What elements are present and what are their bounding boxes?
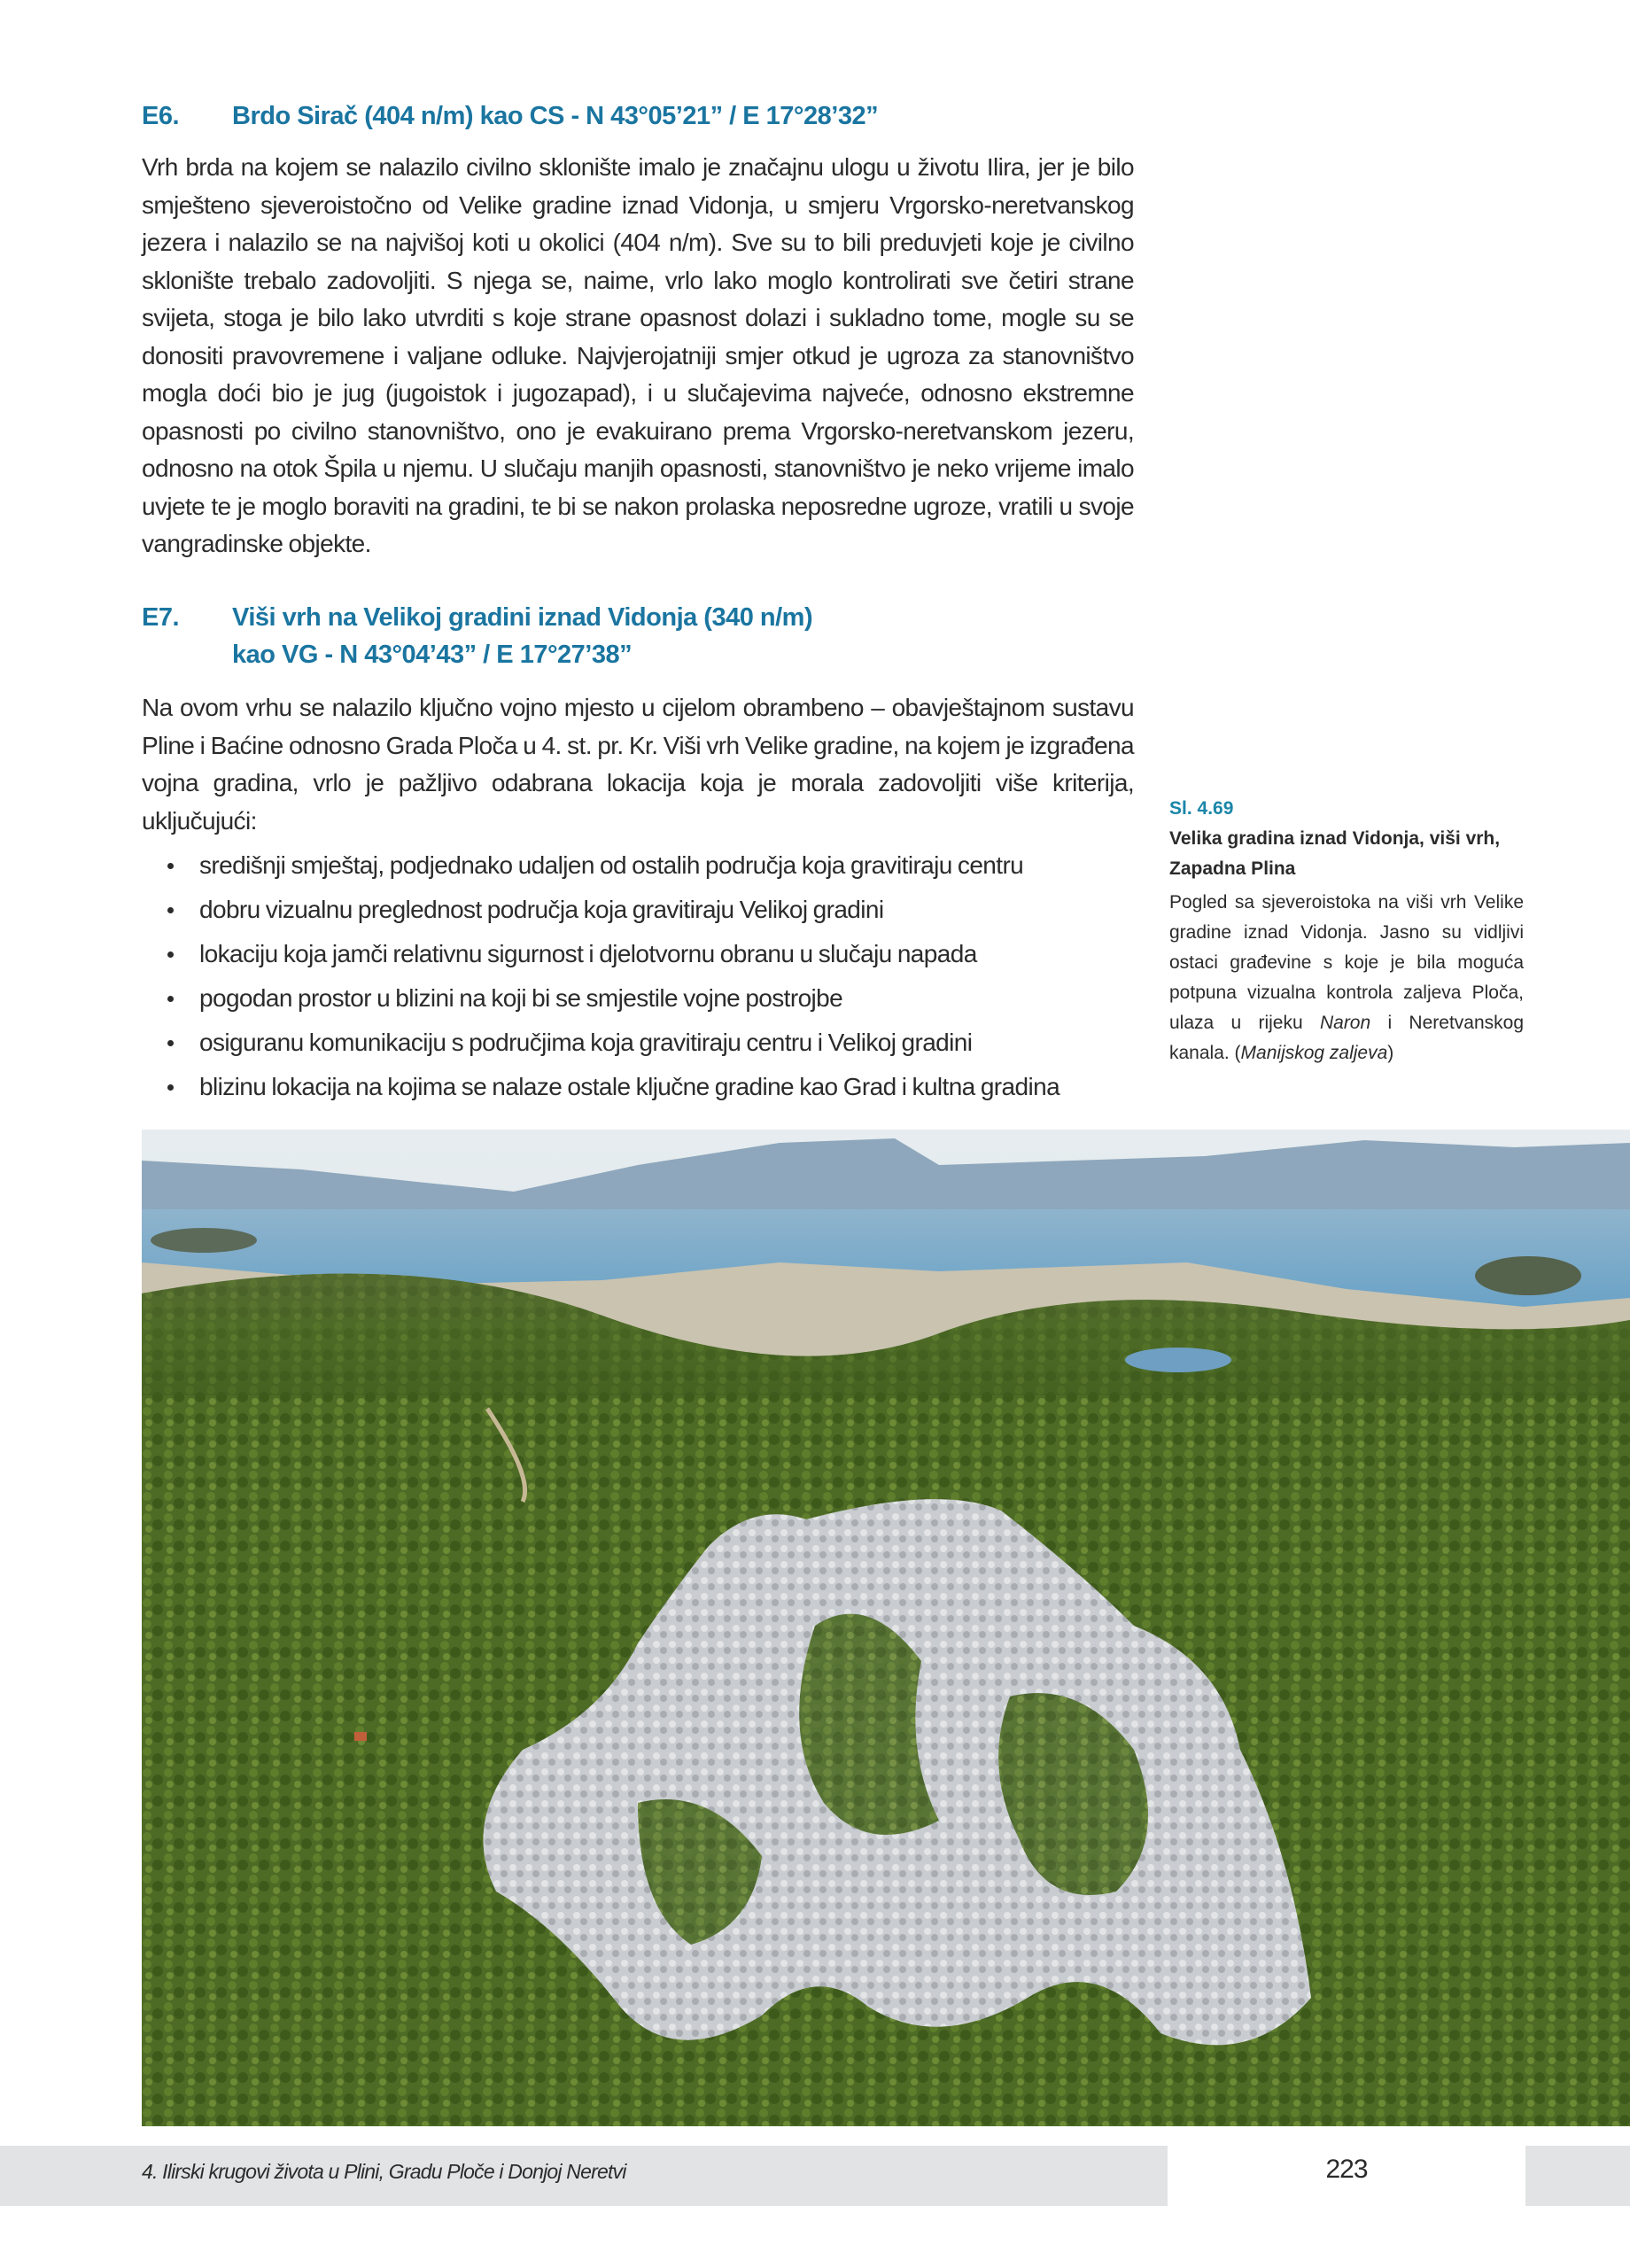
page-number: 223	[1325, 2155, 1368, 2184]
bullet-icon	[167, 951, 174, 958]
list-item-text: blizinu lokacija na kojima se nalaze ostale ključne gradine kao Grad i kultna gradina	[199, 1073, 1060, 1100]
list-item	[142, 932, 1143, 976]
figure-caption	[1169, 794, 1524, 1068]
list-item	[142, 1065, 1143, 1109]
footer-chapter-title: 4. Ilirski krugovi života u Plini, Gradu Ploče i Donjoj Neretvi	[142, 2160, 626, 2183]
section-number: E7.	[142, 603, 180, 632]
section-heading-e7	[142, 599, 1160, 673]
bullet-icon	[167, 907, 174, 913]
list-item	[142, 1021, 1143, 1065]
section-title-line2: kao VG - N 43°04’43” / E 17°27’38”	[232, 641, 633, 669]
island	[151, 1228, 257, 1253]
caption-italic-naron: Naron	[1319, 1013, 1371, 1033]
criteria-list	[142, 843, 1143, 1109]
section-paragraph-e7: Na ovom vrhu se nalazilo ključno vojno mjesto u cijelom obrambeno – obavještajnom sustavu Pline i Baćine odnosno Grada Ploča u 4. st. pr. Kr. Viši vrh Velike gradine, na kojem je izgrađena vojna gradina, vrlo je pažljivo odabrana lokacija koja je morala zadovoljiti više kriterija, uključujući:	[142, 694, 1134, 835]
section-heading-e6	[142, 97, 1160, 135]
red-roof-structure	[354, 1732, 367, 1741]
footer-bar-right	[1525, 2146, 1630, 2206]
section-title-line1: Viši vrh na Velikoj gradini iznad Vidonja (340 n/m)	[232, 603, 813, 632]
island	[1475, 1256, 1581, 1295]
caption-text: i Neretvanskog kanala. (	[1169, 1013, 1524, 1063]
figure-description	[1169, 888, 1524, 1068]
figure-title: Velika gradina iznad Vidonja, viši vrh, Zapadna Plina	[1169, 828, 1501, 879]
list-item-text: dobru vizualnu preglednost područja koja gravitiraju Velikoj gradini	[199, 896, 884, 923]
list-item-text: pogodan prostor u blizini na koji bi se smjestile vojne postrojbe	[199, 984, 843, 1012]
aerial-photo	[142, 1130, 1630, 2126]
list-item-text: lokaciju koja jamči relativnu sigurnost i djelotvornu obranu u slučaju napada	[199, 940, 977, 967]
bullet-icon	[167, 1040, 174, 1046]
bullet-icon	[167, 1084, 174, 1091]
list-item	[142, 976, 1143, 1021]
list-item-text: osiguranu komunikaciju s područjima koja gravitiraju centru i Velikoj gradini	[199, 1029, 973, 1056]
landscape-illustration	[142, 1130, 1630, 2126]
bullet-icon	[167, 863, 174, 869]
list-item	[142, 888, 1143, 932]
list-item-text: središnji smještaj, podjednako udaljen od ostalih područja koja gravitiraju centru	[199, 851, 1024, 879]
section-number: E6.	[142, 102, 180, 130]
bullet-icon	[167, 996, 174, 1002]
lake	[1125, 1348, 1231, 1372]
section-paragraph-e6: Vrh brda na kojem se nalazilo civilno sklonište imalo je značajnu ulogu u životu Ilira, jer je bilo smješteno sjeveroistočno od Velike gradine iznad Vidonja, u smjeru Vrgorsko-neretvanskog jezera i nalazilo se na najvišoj koti u okolici (404 n/m). Sve su to bili preduvjeti koje je civilno sklonište trebalo zadovoljiti. S njega se, naime, vrlo lako moglo kontrolirati sve četiri strane svijeta, stoga je bilo lako utvrditi s koje strane opasnost dolazi i sukladno tome, mogle su se donositi pravovremene i valjane odluke. Najvjerojatniji smjer otkud je ugroza za stanovništvo mogla doći bio je jug (jugoistok i jugozapad), i u slučajevima najveće, odnosno ekstremne opasnosti po civilno stanovništvo, ono je evakuirano prema Vrgorsko-neretvanskom jezeru, odnosno na otok Špila u njemu. U slučaju manjih opasnosti, stanovništvo je neko vrijeme imalo uvjete te je moglo boraviti na gradini, te bi se nakon prolaska neposredne ugroze, vratili u svoje vangradinske objekte.	[142, 153, 1134, 557]
list-item	[142, 843, 1143, 888]
section-title: Brdo Sirač (404 n/m) kao CS - N 43°05’21” / E 17°28’32”	[232, 102, 879, 130]
figure-label: Sl. 4.69	[1169, 798, 1234, 819]
caption-text: Pogled sa sjeveroistoka na viši vrh Velike gradine iznad Vidonja. Jasno su vidljivi ostaci građevine s koje je bila moguća potpuna vizualna kontrola zaljeva Ploča, ulaza u rijeku	[1169, 892, 1524, 1033]
photo-credit: Manijskog zaljeva	[1240, 1043, 1388, 1063]
caption-text: )	[1387, 1043, 1394, 1063]
